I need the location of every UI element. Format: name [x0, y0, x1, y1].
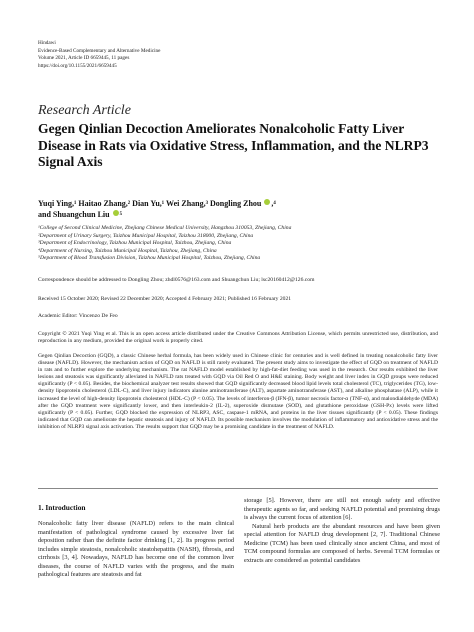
affiliation-item: ⁴Department of Nursing, Taizhou Municipal Hospital, Taizhou, Zhejiang, China — [38, 247, 217, 254]
authors-line-2-end: ⁵ — [119, 210, 123, 219]
affiliation-item: ²Department of Urinary Surgery, Taizhou Municipal Hospital, Taizhou 318000, Zhejiang, China — [38, 232, 254, 239]
authors-line-2: and Shuangchun Liu — [38, 210, 110, 219]
publication-dates: Received 15 October 2020; Revised 22 December 2020; Accepted 4 February 2021; Published 16 February 2021 — [38, 296, 292, 302]
author-list — [38, 198, 438, 220]
affiliation-item: ³Department of Endocrinology, Taizhou Municipal Hospital, Taizhou, Zhejiang, China — [38, 240, 232, 247]
affiliation-item: ¹College of Second Clinical Medicine, Zhejiang Chinese Medical University, Hangzhou 310053, Zhejiang, China — [38, 225, 292, 231]
orcid-icon[interactable] — [113, 210, 119, 216]
left-column — [38, 497, 234, 580]
paper-title: Gegen Qinlian Decoction Ameliorates Nonalcoholic Fatty Liver Disease in Rats via Oxidative Stress, Inflammation, and the NLRP3 Signal Axis — [38, 121, 429, 170]
authors-line-1-end: ,⁴ — [271, 199, 276, 208]
academic-editor: Academic Editor: Vincenzo De Feo — [38, 313, 118, 319]
body-paragraph: Nonalcoholic fatty liver disease (NAFLD) refers to the main clinical manifestation of pathological syndrome caused by excessive liver fat deposition rather than the definite factor drinking [1, 2]. Its progress period includes simple steatosis, nonalcoholic steatohepatitis (NASH), fibrosis, and cirrhosis [3, 4]. Nowadays, NAFLD has become one of the common liver diseases, the course of NAFLD varies with the progress, and the main pathological features are steatosis and fat — [38, 520, 234, 578]
journal-name: Evidence-Based Complementary and Alternative Medicine — [38, 47, 161, 54]
article-type: Research Article — [38, 103, 131, 118]
affiliation-item: ⁵Department of Blood Transfusion Division, Taizhou Municipal Hospital, Taizhou, Zhejiang, China — [38, 255, 261, 262]
section-divider — [38, 488, 438, 489]
abstract: Gegen Qinlian Decoction (GQD), a classic Chinese herbal formula, has been widely used in Chinese clinic for centuries and is well defined in treating nonalcoholic fatty liver disease (NAFLD). However, the mechanism action of GQD on NAFLD is still rarely evaluated. The present study aims to investigate the effect of GQD on treatment of NAFLD in rats and to further explore the underlying mechanism. The rat NAFLD model established by high-fat-diet feeding was used in the research. Our results exhibited the liver lesions and steatosis was significantly alleviated in NAFLD rats treated with GQD via Oil Red O and H&E staining. Body weight and liver index in GQD groups were reduced significantly (P < 0.05). Besides, the biochemical analyzer test results showed that GQD significantly decreased blood lipid levels total cholesterol (TC), triglycerides (TG), low-density lipoprotein cholesterol (LDL-C), and liver injury indicators alanine aminotransferase (ALT), aspartate aminotransferase (AST), and alkaline phosphatase (ALP), while it increased the level of high-density lipoprotein cholesterol (HDL-C) (P < 0.05). The levels of interferon-β (IFN-β), tumor necrosis factor-α (TNF-α), and malondialdehyde (MDA) after the GQD treatment were significantly lower, and then interleukin-2 (IL-2), superoxide dismutase (SOD), and glutathione peroxidase (GSH-Px) levels were lifted significantly (P < 0.05). Further, GQD blocked the expression of NLRP3, ASC, caspase-1 mRNA, and proteins in the liver tissues significantly (P < 0.05). These findings indicated that GQD can ameliorate the hepatic steatosis and injury of NAFLD. Its possible mechanism involves the modulation of inflammatory and antioxidative stress and the inhibition of NLRP3 signal axis activation. The results support that GQD may be a promising candidate in the treatment of NAFLD. — [38, 353, 438, 430]
copyright-notice: Copyright © 2021 Yuqi Ying et al. This is an open access article distributed under the Creative Commons Attribution License, which permits unrestricted use, distribution, and reproduction in any medium, provided the original work is properly cited. — [38, 331, 438, 345]
section-heading: 1. Introduction — [38, 503, 86, 512]
publisher-name: Hindawi — [38, 40, 56, 46]
journal-meta — [38, 40, 160, 70]
doi-link[interactable]: https://doi.org/10.1155/2021/6659445 — [38, 62, 117, 69]
affiliations — [38, 225, 438, 263]
correspondence: Correspondence should be addressed to Dongling Zhou; zhdl0576@163.com and Shuangchun Liu; lsc20160412@126.com — [38, 277, 315, 283]
body-paragraph: Natural herb products are the abundant resources and have been given special attention for NAFLD drug development [2, 7]. Traditional Chinese Medicine (TCM) has been used clinically since ancient China, and most of TCM compound formulas are composed of herbs. Several TCM formulas or extracts are considered as potential candidates — [244, 522, 440, 564]
volume-info: Volume 2021, Article ID 6659445, 11 pages — [38, 55, 130, 62]
body-paragraph: storage [5]. However, there are still not enough safety and effective therapeutic agents so far, and seeking NAFLD potential and promising drugs is always the current focus of attention [6]. — [244, 497, 440, 521]
authors-line-1: Yuqi Ying,¹ Haitao Zhang,² Dian Yu,¹ Wei Zhang,³ Dongling Zhou — [38, 199, 262, 208]
right-column — [244, 497, 440, 565]
orcid-icon[interactable] — [264, 199, 270, 205]
